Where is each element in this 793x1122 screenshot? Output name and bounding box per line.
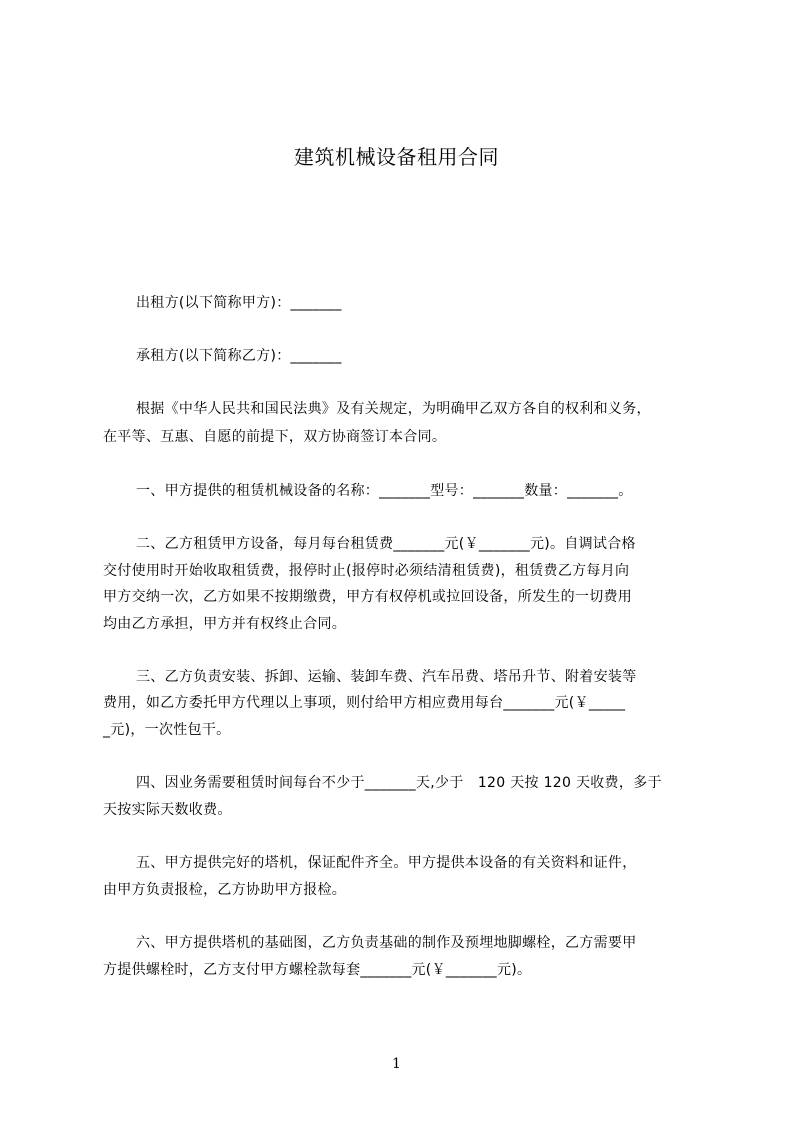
clause-4-line-1: 四、因业务需要租赁时间每台不少于_______天,少于 120 天按 120 天收费，多于 [136, 775, 662, 791]
party-a-line: 出租方(以下简称甲方)：_______ [136, 295, 342, 311]
clause-3-line-1: 三、乙方负责安装、拆卸、运输、装卸车费、汽车吊费、塔吊升节、附着安装等 [136, 669, 637, 685]
party-b-line: 承租方(以下简称乙方)：_______ [136, 348, 342, 364]
clause-5-line-2: 由甲方负责报检，乙方协助甲方报检。 [103, 882, 347, 898]
intro-line-2: 在平等、互惠、自愿的前提下，双方协商签订本合同。 [103, 429, 447, 445]
clause-5-line-1: 五、甲方提供完好的塔机，保证配件齐全。甲方提供本设备的有关资料和证件， [136, 855, 637, 871]
clause-6-line-1: 六、甲方提供塔机的基础图，乙方负责基础的制作及预埋地脚螺栓，乙方需要甲 [136, 935, 637, 951]
clause-3-line-3: _元)，一次性包干。 [103, 722, 231, 738]
clause-3-line-2: 费用，如乙方委托甲方代理以上事项，则付给甲方相应费用每台_______元(￥_____ [103, 695, 626, 711]
clause-2-line-3: 甲方交纳一次，乙方如果不按期缴费，甲方有权停机或拉回设备，所发生的一切费用 [103, 589, 633, 605]
clause-6-line-2: 方提供螺栓时，乙方支付甲方螺栓款每套_______元(￥_______元)。 [103, 962, 532, 978]
clause-2-line-2: 交付使用时开始收取租赁费，报停时止(报停时必须结清租赁费)，租赁费乙方每月向 [103, 563, 630, 579]
intro-line-1: 根据《中华人民共和国民法典》及有关规定，为明确甲乙双方各自的权利和义务， [136, 401, 651, 417]
clause-4-line-2: 天按实际天数收费。 [103, 802, 232, 818]
clause-2-line-4: 均由乙方承担，甲方并有权终止合同。 [103, 616, 347, 632]
page-number: 1 [392, 1056, 401, 1072]
clause-2-line-1: 二、乙方租赁甲方设备，每月每台租赁费_______元(￥_______元)。自调试合格 [136, 536, 636, 552]
clause-1-line-1: 一、甲方提供的租赁机械设备的名称：_______型号：_______数量：_______。 [136, 483, 633, 499]
document-title: 建筑机械设备租用合同 [294, 145, 499, 169]
